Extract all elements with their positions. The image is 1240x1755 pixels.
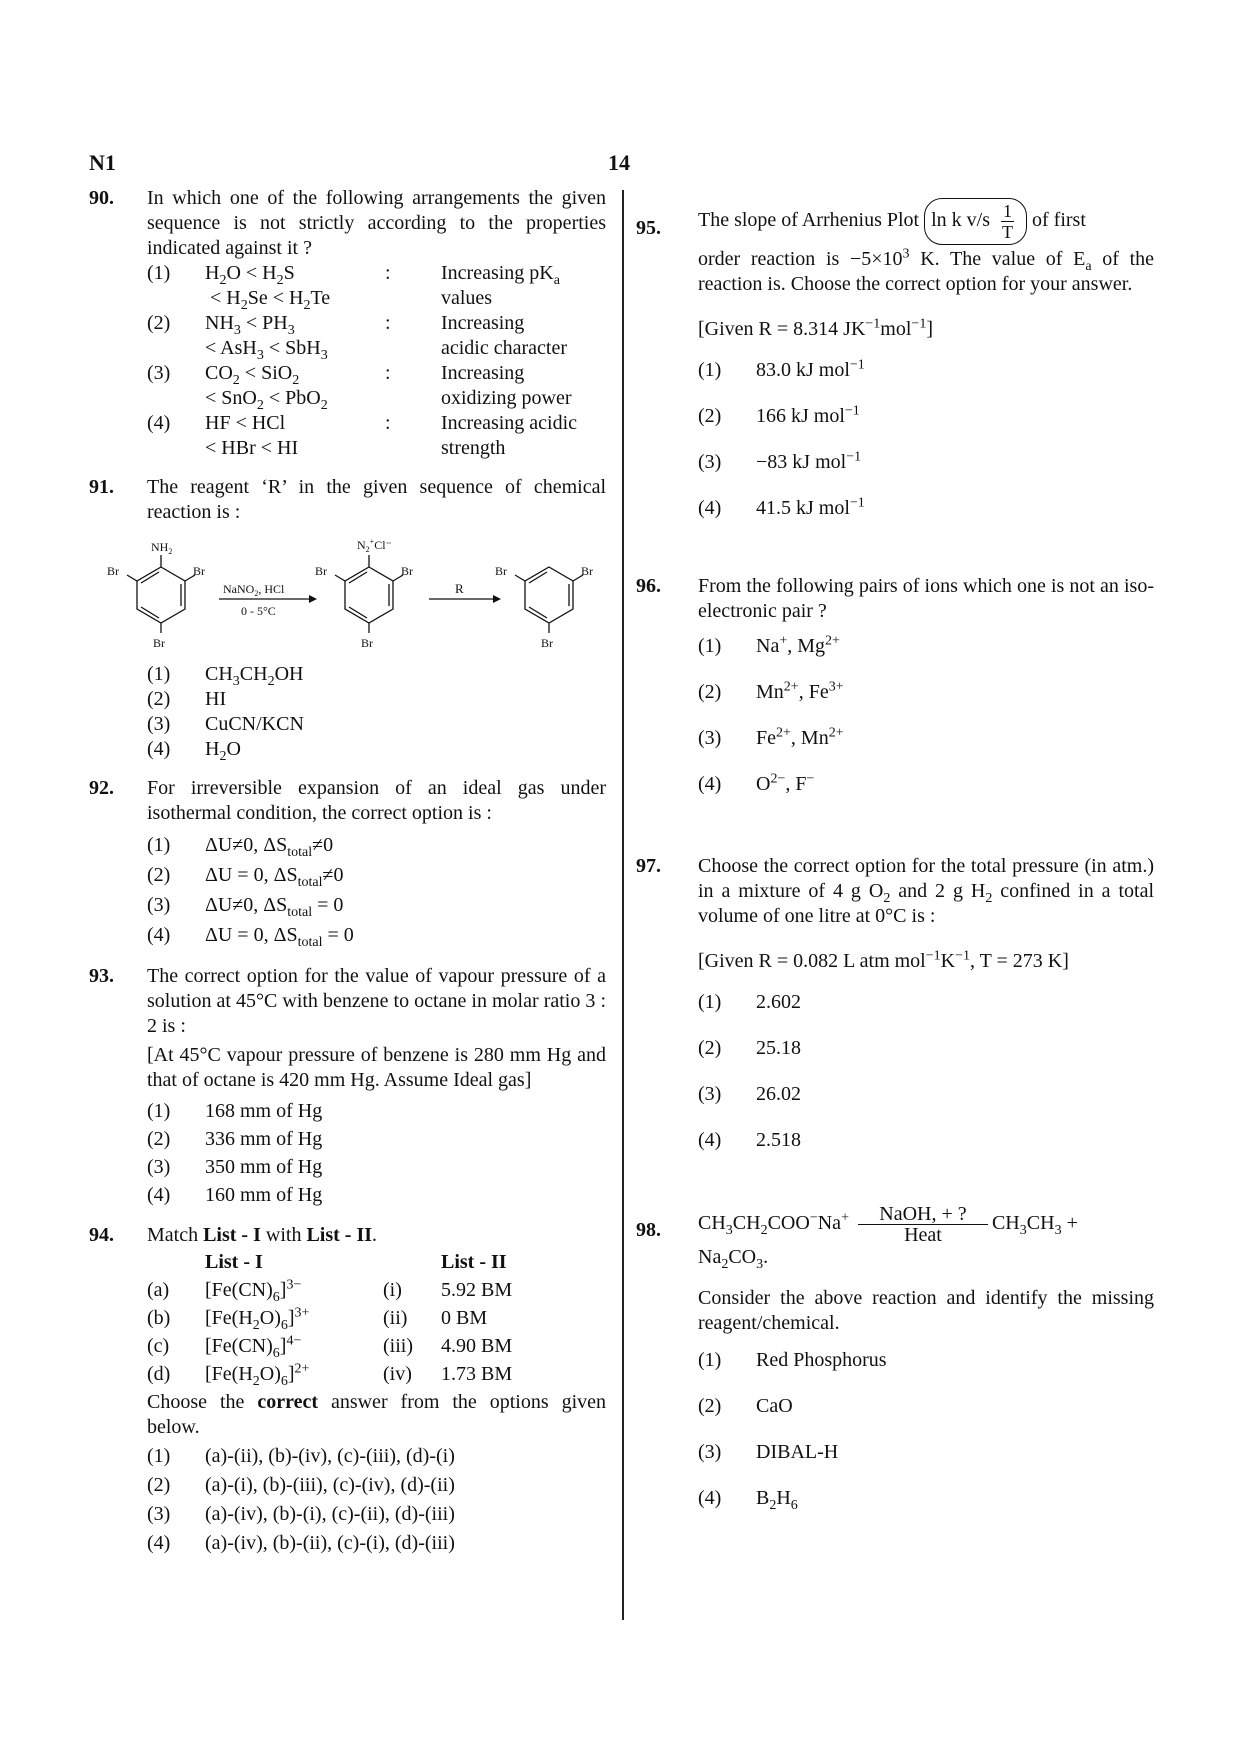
option-2[interactable]: (2) $Mn^{2+}$, $Fe^{3+}$ bbox=[698, 679, 844, 703]
br-label: Br bbox=[495, 564, 507, 578]
question-text: Match List - I with List - II. bbox=[147, 1224, 378, 1246]
option-text: $H_2O$ bbox=[205, 738, 241, 764]
options bbox=[147, 1442, 606, 1558]
question-number: 90. bbox=[89, 187, 114, 209]
option-number: (3) bbox=[147, 362, 171, 384]
question-text: For irreversible expansion of an ideal gas under isothermal condition, the correct option is : bbox=[147, 777, 606, 824]
question-92 bbox=[89, 776, 606, 950]
br-label: Br bbox=[107, 564, 119, 578]
paper-code: N1 bbox=[89, 150, 116, 175]
question-text: The correct option for the value of vapour pressure of a solution at 45°C with benzene to octane in molar ratio 3 : 2 is : bbox=[147, 965, 606, 1037]
option-1[interactable]: (1) ΔU≠0, $\Delta S_{total}\ne 0$ bbox=[147, 834, 334, 860]
option-1[interactable]: (1) 83.0 kJ mol$^{-1}$ bbox=[698, 357, 865, 381]
option-number: (1) bbox=[147, 262, 171, 284]
option-property: Increasing oxidizing power bbox=[441, 362, 572, 409]
options bbox=[147, 830, 606, 950]
option-2[interactable] bbox=[147, 311, 577, 361]
option-number: (2) bbox=[147, 312, 171, 334]
option-2[interactable]: (2) 336 mm of Hg bbox=[147, 1128, 323, 1150]
br-label: Br bbox=[193, 564, 205, 578]
option-3[interactable]: (3) −83 kJ mol$^{-1}$ bbox=[698, 449, 862, 473]
question-number: 95. bbox=[636, 217, 661, 239]
option-3[interactable]: (3) (a)-(iv), (b)-(i), (c)-(ii), (d)-(iii) bbox=[147, 1503, 455, 1525]
given-data: [Given R = 8.314 $JK^{-1}mol^{-1}$] bbox=[698, 316, 933, 340]
question-98 bbox=[636, 1204, 1154, 1532]
question-number: 96. bbox=[636, 575, 661, 597]
option-2[interactable]: (2) ΔU = 0, $\Delta S_{total}\ne 0$ bbox=[147, 864, 344, 890]
options bbox=[698, 358, 1154, 542]
match-row: (a) $[Fe(CN)_6]^{3-}$ (i) 5.92 BM bbox=[147, 1277, 513, 1305]
page-number: 14 bbox=[608, 150, 630, 175]
instruction-text: Choose the correct answer from the options given below. bbox=[147, 1391, 607, 1438]
reaction-arrow: NaOH, + ? Heat bbox=[858, 1204, 988, 1245]
question-90 bbox=[89, 186, 606, 461]
option-text: $CH_3CH_2OH$ bbox=[205, 663, 304, 689]
right-column bbox=[636, 198, 1154, 1532]
options bbox=[698, 634, 1154, 818]
diazonium-label: $N_2^+Cl^-$ bbox=[357, 537, 392, 554]
option-3[interactable]: (3) ΔU≠0, $\Delta S_{total} = 0$ bbox=[147, 894, 344, 920]
list-ii-header: List - II bbox=[441, 1251, 507, 1273]
reagent-label: R bbox=[455, 581, 464, 596]
option-1[interactable]: (1) $CH_3CH_2OH$ bbox=[147, 662, 606, 687]
aniline-ring bbox=[127, 555, 195, 633]
match-row: (c) $[Fe(CN)_6]^{4-}$ (iii) 4.90 BM bbox=[147, 1333, 513, 1361]
diazonium-ring bbox=[335, 555, 403, 633]
option-2[interactable]: (2) HI bbox=[147, 688, 227, 710]
option-2[interactable]: (2) 25.18 bbox=[698, 1037, 801, 1059]
given-data: [At 45°C vapour pressure of benzene is 280 mm Hg and that of octane is 420 mm Hg. Assume Ideal gas] bbox=[147, 1044, 606, 1091]
arrow-condition-bottom: 0 - 5°C bbox=[241, 604, 276, 618]
question-text: The reagent ‘R’ in the given sequence of chemical reaction is : bbox=[147, 476, 606, 523]
br-label: Br bbox=[581, 564, 593, 578]
option-3[interactable]: (3) CuCN/KCN bbox=[147, 713, 304, 735]
question-number: 98. bbox=[636, 1219, 661, 1241]
question-94 bbox=[89, 1223, 606, 1558]
question-text: Consider the above reaction and identify the missing reagent/chemical. bbox=[698, 1287, 1154, 1334]
option-2[interactable]: (2) (a)-(i), (b)-(iii), (c)-(iv), (d)-(ii) bbox=[147, 1474, 455, 1496]
options bbox=[147, 1097, 606, 1209]
question-95 bbox=[636, 198, 1154, 542]
option-3[interactable]: (3) 26.02 bbox=[698, 1083, 801, 1105]
match-row: (b) $[Fe(H_2O)_6]^{3+}$ (ii) 0 BM bbox=[147, 1305, 488, 1333]
br-label: Br bbox=[401, 564, 413, 578]
arrow-condition-top: NaNO$_2$, HCl bbox=[223, 582, 285, 598]
question-97 bbox=[636, 854, 1154, 1174]
option-4[interactable]: (4) $O^{2-}$, F− bbox=[698, 771, 815, 795]
option-1[interactable]: (1) 2.602 bbox=[698, 991, 801, 1013]
question-number: 97. bbox=[636, 855, 661, 877]
question-text: In which one of the following arrangements the given sequence is not strictly according to the properties indicated against it ? bbox=[147, 187, 606, 259]
list-i-header: List - I bbox=[205, 1251, 263, 1273]
option-1[interactable]: (1) Red Phosphorus bbox=[698, 1349, 887, 1371]
option-number: (4) bbox=[147, 412, 171, 434]
option-sequence: HF < HCl < HBr < HI bbox=[205, 412, 299, 459]
options bbox=[147, 662, 606, 762]
option-4[interactable]: (4) ΔU = 0, $\Delta S_{total} = 0$ bbox=[147, 924, 354, 950]
option-2[interactable]: (2) CaO bbox=[698, 1395, 793, 1417]
nh2-label: $NH_2$ bbox=[151, 540, 173, 556]
question-text: From the following pairs of ions which one is not an iso-electronic pair ? bbox=[698, 575, 1154, 622]
option-4[interactable]: (4) 41.5 kJ mol$^{-1}$ bbox=[698, 495, 865, 519]
colon: : bbox=[385, 312, 391, 334]
option-property: Increasing acidic strength bbox=[441, 412, 578, 459]
given-data: [Given R = 0.082 L atm $mol^{-1}K^{-1}$, T = 273 K] bbox=[698, 948, 1069, 972]
question-93 bbox=[89, 964, 606, 1209]
reaction-equation: $CH_3CH_2COO^-Na^+$ NaOH, + ? Heat $CH_3CH_3$ + $Na_2CO_3$. bbox=[698, 1203, 1078, 1272]
colon: : bbox=[385, 412, 391, 434]
option-4[interactable]: (4) 160 mm of Hg bbox=[147, 1184, 323, 1206]
option-3[interactable]: (3) DIBAL-H bbox=[698, 1441, 839, 1463]
question-number: 93. bbox=[89, 965, 114, 987]
option-3[interactable]: (3) $Fe^{2+}$, $Mn^{2+}$ bbox=[698, 725, 844, 749]
option-sequence: $H_2O < H_2S$ < $H_2Se < H_2Te$ bbox=[205, 262, 331, 313]
option-sequence: $NH_3 < PH_3$ < AsH$_3$ < SbH$_3$ bbox=[205, 312, 328, 363]
tribromobenzene-ring bbox=[515, 567, 583, 633]
options bbox=[698, 1348, 1154, 1532]
left-column bbox=[89, 186, 606, 1558]
question-number: 92. bbox=[89, 777, 114, 799]
colon: : bbox=[385, 362, 391, 384]
option-1[interactable]: (1) (a)-(ii), (b)-(iv), (c)-(iii), (d)-(i) bbox=[147, 1445, 455, 1467]
question-number: 91. bbox=[89, 476, 114, 498]
br-label: Br bbox=[315, 564, 327, 578]
option-3[interactable] bbox=[147, 361, 577, 411]
option-4[interactable]: (4) 2.518 bbox=[698, 1129, 801, 1151]
br-label: Br bbox=[541, 636, 553, 650]
arrhenius-plot-expression: ln k v/s $\frac{1}{T}$ bbox=[924, 198, 1027, 245]
option-sequence: $CO_2 < SiO_2$ < SnO$_2$ < PbO$_2$ bbox=[205, 362, 328, 413]
option-4[interactable]: (4) $H_2O$ bbox=[147, 737, 606, 762]
options bbox=[698, 990, 1154, 1174]
br-label: Br bbox=[153, 636, 165, 650]
question-96 bbox=[636, 574, 1154, 818]
option-property: Increasing $pK_a$ values bbox=[441, 262, 560, 309]
reaction-scheme bbox=[89, 525, 606, 655]
option-3[interactable]: (3) 350 mm of Hg bbox=[147, 1156, 323, 1178]
question-text-continued: order reaction is $-5\times 10^3$ K. The value of $E_a$ of the reaction is. Choose the correct option for your answer. bbox=[698, 246, 1155, 295]
option-2[interactable]: (2) 166 kJ mol$^{-1}$ bbox=[698, 403, 860, 427]
option-1[interactable]: (1) Na+, $Mg^{2+}$ bbox=[698, 633, 840, 657]
option-property: Increasing acidic character bbox=[441, 312, 568, 359]
match-row: (d) $[Fe(H_2O)_6]^{2+}$ (iv) 1.73 BM bbox=[147, 1361, 513, 1389]
option-4[interactable]: (4) $B_2H_6$ bbox=[698, 1487, 798, 1513]
question-text: The slope of Arrhenius Plot ln k v/s $\frac{1}{T}$ of first bbox=[698, 198, 1154, 245]
option-1[interactable]: (1) 168 mm of Hg bbox=[147, 1100, 323, 1122]
br-label: Br bbox=[361, 636, 373, 650]
option-4[interactable]: (4) (a)-(iv), (b)-(ii), (c)-(i), (d)-(iii) bbox=[147, 1532, 455, 1554]
match-table bbox=[147, 1248, 512, 1388]
option-4[interactable] bbox=[147, 411, 577, 461]
question-text: Choose the correct option for the total pressure (in atm.) in a mixture of 4 g $O_2$ and 2 g $H_2$ confined in a total volume of one litre at 0°C is : bbox=[698, 855, 1155, 927]
options-table bbox=[147, 261, 577, 461]
option-1[interactable] bbox=[147, 261, 577, 311]
question-91 bbox=[89, 475, 606, 762]
question-number: 94. bbox=[89, 1224, 114, 1246]
column-divider bbox=[622, 190, 624, 1620]
colon: : bbox=[385, 262, 391, 284]
